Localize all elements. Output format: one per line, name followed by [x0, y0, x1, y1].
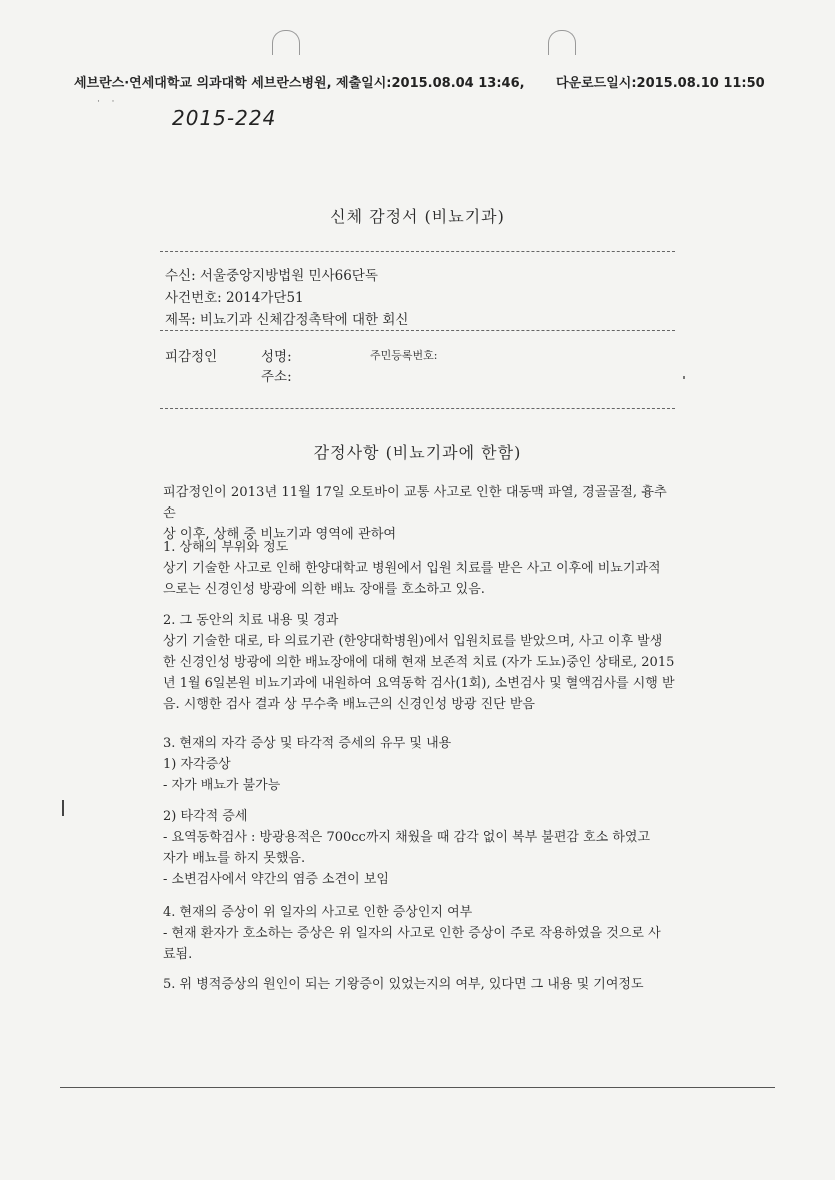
resident-number-label: 주민등록번호: — [370, 349, 438, 362]
margin-mark — [62, 800, 64, 816]
item-1 — [163, 537, 675, 600]
intro-line: 상 이후, 상해 중 비뇨기과 영역에 관하여 — [163, 527, 397, 542]
item-heading: 1. 상해의 부위와 정도 — [163, 540, 289, 555]
case-number: 사건번호: 2014가단51 — [165, 290, 304, 306]
item-line: - 소변검사에서 약간의 염증 소견이 보임 — [163, 872, 389, 887]
handwritten-case-number: 2015-224 — [172, 106, 277, 130]
item-line: 료됨. — [163, 947, 193, 962]
item-3-2 — [163, 806, 675, 890]
examinee-label: 피감정인 — [165, 349, 218, 365]
section-title: 감정사항 (비뇨기과에 한함) — [313, 443, 522, 462]
punch-hole-left — [272, 30, 300, 55]
subject: 제목: 비뇨기과 신체감정촉탁에 대한 회신 — [165, 312, 409, 328]
item-line: 음. 시행한 검사 결과 상 무수축 배뇨근의 신경인성 방광 진단 받음 — [163, 697, 535, 712]
item-line: - 자가 배뇨가 불가능 — [163, 778, 281, 793]
intro-line: 피감정인이 2013년 11월 17일 오토바이 교통 사고로 인한 대동맥 파열, 경골골절, 흉추 손 — [163, 485, 667, 521]
item-heading: 2) 타각적 증세 — [163, 809, 248, 824]
name-label: 성명: — [261, 349, 292, 365]
item-line: - 현재 환자가 호소하는 증상은 위 일자의 사고로 인한 증상이 주로 작용하였을 것으로 사 — [163, 926, 661, 941]
intro-paragraph — [163, 482, 675, 545]
item-line: 상기 기술한 사고로 인해 한양대학교 병원에서 입원 치료를 받은 사고 이후에 비뇨기과적 — [163, 561, 661, 576]
item-line: 상기 기술한 대로, 타 의료기관 (한양대학병원)에서 입원치료를 받았으며, 사고 이후 발생 — [163, 634, 663, 649]
footer-rule — [60, 1087, 775, 1088]
scan-mark — [683, 376, 685, 379]
scan-specks: ˙ ˙ — [96, 100, 116, 111]
item-line: 으로는 신경인성 방광에 의한 배뇨 장애를 호소하고 있음. — [163, 582, 485, 597]
item-line: 년 1월 6일본원 비뇨기과에 내원하여 요역동학 검사(1회), 소변검사 및 혈액검사를 시행 받 — [163, 676, 675, 691]
recipient: 수신: 서울중앙지방법원 민사66단독 — [165, 268, 378, 284]
item-line: 자가 배뇨를 하지 못했음. — [163, 851, 306, 866]
item-3 — [163, 733, 675, 796]
item-line: 1) 자각증상 — [163, 757, 231, 772]
item-5 — [163, 974, 675, 995]
item-4 — [163, 902, 675, 965]
item-heading: 4. 현재의 증상이 위 일자의 사고로 인한 증상인지 여부 — [163, 905, 473, 920]
divider — [160, 251, 675, 252]
fax-header-right: 다운로드일시:2015.08.10 11:50 — [556, 76, 765, 91]
item-heading: 5. 위 병적증상의 원인이 되는 기왕증이 있었는지의 여부, 있다면 그 내용 및 기여정도 — [163, 977, 644, 992]
item-2 — [163, 610, 675, 715]
fax-header-left: 세브란스·연세대학교 의과대학 세브란스병원, 제출일시:2015.08.04 13:46, — [74, 76, 525, 91]
document-title: 신체 감정서 (비뇨기과) — [330, 207, 505, 226]
item-line: - 요역동학검사 : 방광용적은 700cc까지 채웠을 때 감각 없이 복부 불편감 호소 하였고 — [163, 830, 651, 845]
address-label: 주소: — [261, 369, 292, 385]
punch-hole-right — [548, 30, 576, 55]
divider — [160, 408, 675, 409]
item-heading: 2. 그 동안의 치료 내용 및 경과 — [163, 613, 339, 628]
item-line: 한 신경인성 방광에 의한 배뇨장애에 대해 현재 보존적 치료 (자가 도뇨)중인 상태로, 2015 — [163, 655, 675, 670]
divider — [160, 330, 675, 331]
item-heading: 3. 현재의 자각 증상 및 타각적 증세의 유무 및 내용 — [163, 736, 452, 751]
